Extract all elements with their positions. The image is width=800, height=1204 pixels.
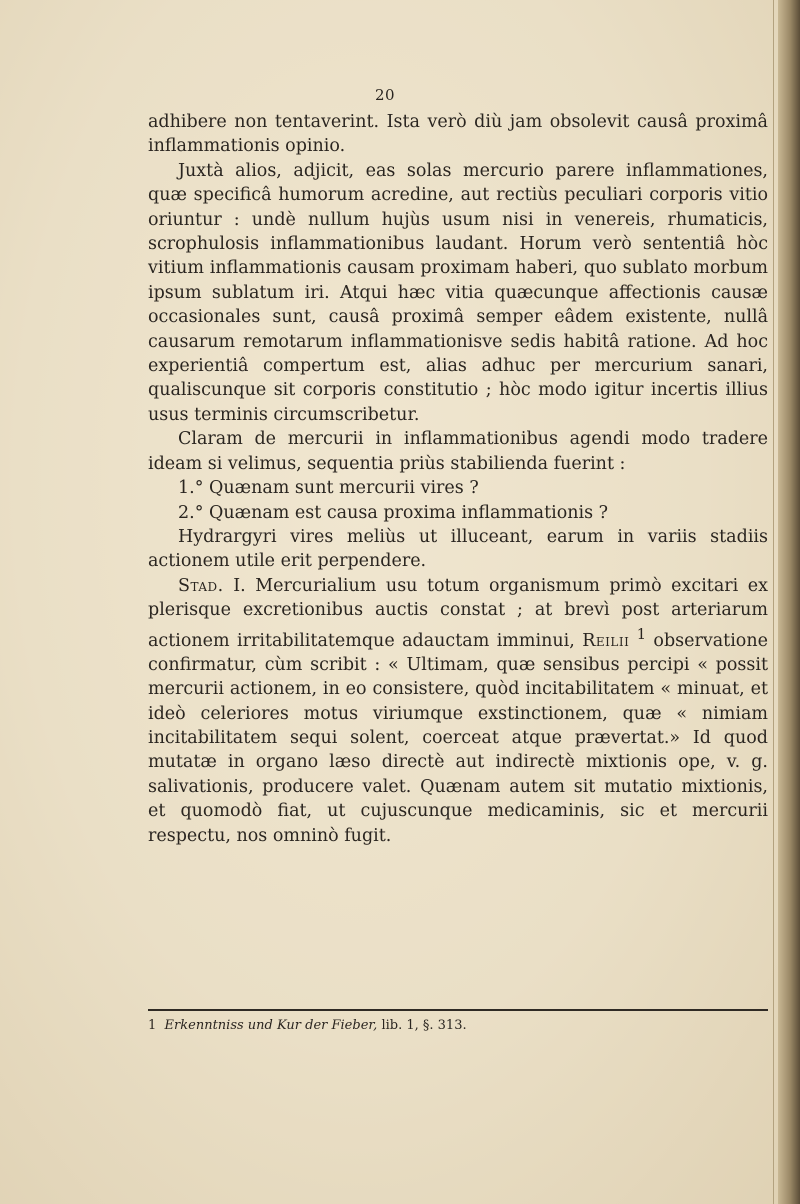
paragraph-claram: Claram de mercurii in inflammationibus agendi modo tradere ideam si velimus, sequentia priùs stabilienda fuerint :	[148, 429, 768, 474]
stad-text-after: observatione confirmatur, cùm scribit : « Ultimam, quæ sensibus percipi « possit mercurii actionem, in eo consistere, quòd incitabilitatem « minuat, et ideò celeriores motus viriumque exstinctionem, quæ « nimiam incitabilitatem sequi solent, coerceat atque prævertat.» Id quod mutatæ in organo læso directè aut indirectè mixtionis ope, v. g. salivationis, producere valet. Quænam autem sit mutatio mixtionis, et quomodò fiat, ut cujuscunque medicaminis, sic et mercurii respectu, nos omninò fugit.	[148, 630, 768, 846]
list-item-vires: 1.° Quænam sunt mercurii vires ?	[178, 478, 479, 499]
paragraph-hydrargyri: Hydrargyri vires meliùs ut illuceant, earum in variis stadiis actionem utile erit perpendere.	[148, 526, 768, 572]
footnote-marker: 1	[636, 625, 647, 643]
paragraph-juxta: Juxtà alios, adjicit, eas solas mercurio parere inflammationes, quæ specificâ humorum acredine, aut rectiùs peculiari corporis vitio oriuntur : undè nullum hujùs usum nisi in venereis, rhumaticis, scrophulosis inflammationibus laudant. Horum verò sententiâ hòc vitium inflammationis causam proximam haberi, quo sublato morbum ipsum sublatum iri. Atqui hæc vitia quæcunque affectionis causæ occasionales sunt, causâ proximâ semper eâdem existente, nullâ causarum remotarum inflammationisve sedis habitâ ratione. Ad hoc experientiâ compertum est, alias adhuc per mercurium sanari, qualiscunque sit corporis constitutio ; hòc modo igitur incertis illius usus terminis circumscribetur.	[148, 160, 768, 425]
footnote-title: Erkenntniss und Kur der Fieber,	[164, 1018, 378, 1033]
page-number: 20	[374, 86, 396, 104]
page-binding-edge	[778, 0, 800, 1204]
author-reilii: Reilii	[582, 630, 630, 651]
paragraph-stad	[148, 574, 768, 848]
footnote	[148, 1017, 768, 1035]
footnote-rule	[148, 1009, 768, 1011]
paragraph-intro: adhibere non tentaverint. Ista verò diù jam obsolevit causâ proximâ inflammationis opinio.	[148, 112, 768, 157]
footnote-ref: lib. 1, §. 313.	[381, 1018, 467, 1033]
footnote-number: 1	[148, 1018, 157, 1033]
list-item-causa: 2.° Quænam est causa proxima inflammationis ?	[178, 502, 609, 523]
stad-label: Stad.	[178, 575, 224, 596]
stad-text-before: I. Mercurialium usu totum organismum primò excitari ex plerisque excretionibus auctis constat ; at brevì post arteriarum actionem irritabilitatemque adauctam imminui,	[148, 575, 768, 651]
body-text	[148, 110, 768, 848]
page-edge-line	[773, 0, 774, 1204]
